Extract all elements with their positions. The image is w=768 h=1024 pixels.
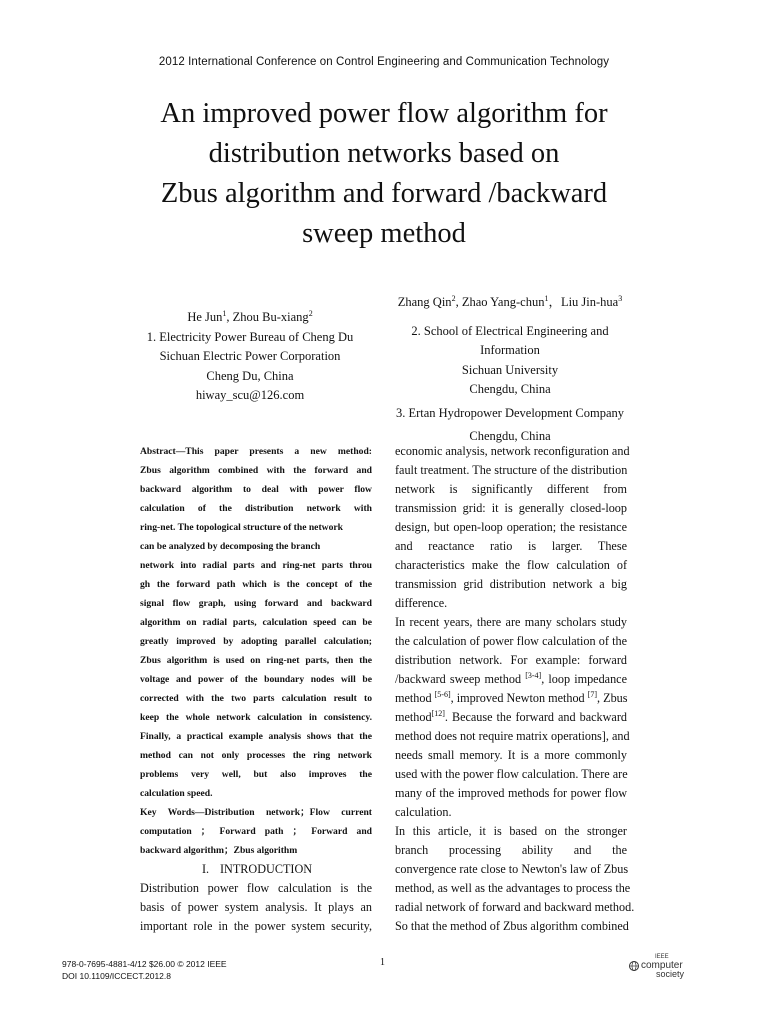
- affiliation-line: Information: [480, 343, 540, 357]
- citation: [3-4]: [525, 671, 542, 680]
- author-block-right: [385, 293, 635, 447]
- abstract-line: ring-net. The topological structure of the network: [140, 522, 343, 533]
- affiliation-line: Sichuan Electric Power Corporation: [159, 349, 341, 363]
- body-line: difference.: [395, 596, 448, 610]
- abstract-line: keep the whole network calculation in consistency.: [140, 712, 372, 723]
- body-line: /backward sweep method [3-4], loop impedance: [395, 671, 627, 686]
- body-line: In this article, it is based on the stronger: [395, 824, 627, 838]
- page-number: 1: [380, 957, 385, 968]
- keywords-line: backward algorithm；Zbus algorithm: [140, 845, 298, 856]
- author-block-left: [130, 308, 370, 406]
- abstract: [140, 442, 372, 860]
- affiliation-line: Sichuan University: [461, 362, 559, 377]
- body-line: So that the method of Zbus algorithm combined: [395, 919, 629, 933]
- abstract-line: network into radial parts and ring-net parts throu: [140, 560, 372, 571]
- citation: [12]: [431, 709, 445, 718]
- abstract-line: calculation speed.: [140, 788, 213, 799]
- body-line: characteristics make the flow calculation of: [395, 558, 627, 572]
- right-column-text: [395, 442, 635, 936]
- citation: [7]: [587, 690, 598, 699]
- citation: [5-6]: [434, 690, 451, 699]
- introduction-text: [140, 879, 372, 936]
- title-line: Zbus algorithm and forward /backward: [160, 178, 608, 209]
- body-line: important role in the power system security,: [140, 919, 372, 933]
- body-line: method [5-6], improved Newton method [7], Zbus: [395, 690, 628, 705]
- abstract-line: Zbus algorithm is used on ring-net parts, then the: [140, 655, 372, 666]
- abstract-line: gh the forward path which is the concept of the: [140, 579, 372, 590]
- conference-header: 2012 International Conference on Control Engineering and Communication Technology: [158, 56, 610, 68]
- ieee-computer-society-logo: [628, 950, 708, 980]
- body-line: convergence rate close to Newton's law of Zbus: [395, 862, 629, 876]
- abstract-line: greatly improved by adopting parallel calculation;: [140, 636, 372, 647]
- author-email: hiway_scu@126.com: [195, 388, 305, 402]
- body-line: In recent years, there are many scholars study: [395, 615, 627, 629]
- author-names: Zhang Qin$^2$, Zhao Yang-chun$^1$，Liu Jin-hua$^3$: [397, 294, 623, 309]
- abstract-line: voltage and power of the boundary nodes will be: [140, 674, 372, 685]
- title-line: distribution networks based on: [208, 138, 560, 169]
- svg-text:society: society: [656, 969, 685, 979]
- abstract-line: Finally, a practical example analysis shows that the: [140, 731, 372, 742]
- abstract-line: method can not only processes the ring network: [140, 750, 372, 761]
- affiliation-line: 1. Electricity Power Bureau of Cheng Du: [146, 329, 354, 344]
- body-line: Distribution power flow calculation is the: [140, 881, 372, 895]
- paper-title: [0, 94, 768, 254]
- keywords-line: Key Words—Distribution network；Flow current: [140, 807, 372, 818]
- abstract-line: algorithm on radial parts, calculation speed can be: [140, 617, 372, 628]
- body-line: economic analysis, network reconfiguration and: [395, 444, 630, 458]
- body-line: many of the improved methods for power flow: [395, 786, 627, 800]
- body-line: transmission grid distribution network a big: [395, 577, 627, 591]
- keywords-line: computation ； Forward path ； Forward and: [140, 826, 372, 837]
- body-line: branch processing ability and the: [395, 843, 627, 857]
- body-line: the calculation of power flow calculation of the: [395, 634, 627, 648]
- body-line: fault treatment. The structure of the distribution: [395, 463, 628, 477]
- abstract-line: Zbus algorithm combined with the forward and: [140, 465, 372, 476]
- title-line: An improved power flow algorithm for: [160, 98, 608, 129]
- abstract-line: calculation of the distribution network with: [140, 503, 372, 514]
- title-line: sweep method: [302, 218, 466, 249]
- affiliation-line: Chengdu, China: [469, 429, 551, 443]
- body-line: distribution network. For example: forward: [395, 653, 627, 667]
- svg-text:computer: computer: [641, 960, 683, 971]
- body-line: basis of power system analysis. It plays an: [140, 900, 372, 914]
- doi-line: DOI 10.1109/ICCECT.2012.8: [62, 971, 171, 981]
- body-line: method, as well as the advantages to process the: [395, 881, 631, 895]
- body-line: method does not require matrix operations], and: [395, 729, 630, 743]
- abstract-line: backward algorithm to deal with power flow: [140, 484, 372, 495]
- affiliation-line: Chengdu, China: [469, 382, 551, 396]
- svg-text:IEEE: IEEE: [655, 954, 669, 960]
- body-line: needs small memory. It is a more commonly: [395, 748, 627, 762]
- abstract-line: can be analyzed by decomposing the branch: [140, 541, 321, 552]
- body-line: design, but open-loop operation; the resistance: [395, 520, 627, 534]
- body-line: radial network of forward and backward method.: [395, 900, 635, 914]
- abstract-line: Abstract—This paper presents a new method:: [140, 446, 372, 457]
- logo-globe-icon: [628, 950, 708, 980]
- abstract-line: problems very well, but also improves the: [140, 769, 372, 780]
- abstract-line: corrected with the two parts calculation result to: [140, 693, 372, 704]
- affiliation-line: 2. School of Electrical Engineering and: [411, 323, 609, 338]
- affiliation-line: Cheng Du, China: [206, 368, 294, 383]
- author-names: He Jun$^1$, Zhou Bu-xiang$^2$: [187, 309, 313, 324]
- body-line: method[12]. Because the forward and backward: [395, 709, 627, 724]
- abstract-line: signal flow graph, using forward and backward: [140, 598, 372, 609]
- copyright-line: 978-0-7695-4881-4/12 $26.00 © 2012 IEEE: [62, 959, 227, 969]
- body-line: and reactance ratio is larger. These: [395, 539, 627, 553]
- affiliation-line: 3. Ertan Hydropower Development Company: [395, 405, 625, 420]
- body-line: used with the power flow calculation. There are: [395, 767, 628, 781]
- body-line: transmission grid: it is generally closed-loop: [395, 501, 627, 515]
- footer-copyright: [62, 958, 227, 982]
- body-line: calculation.: [395, 805, 452, 819]
- body-line: network is significantly different from: [395, 482, 627, 496]
